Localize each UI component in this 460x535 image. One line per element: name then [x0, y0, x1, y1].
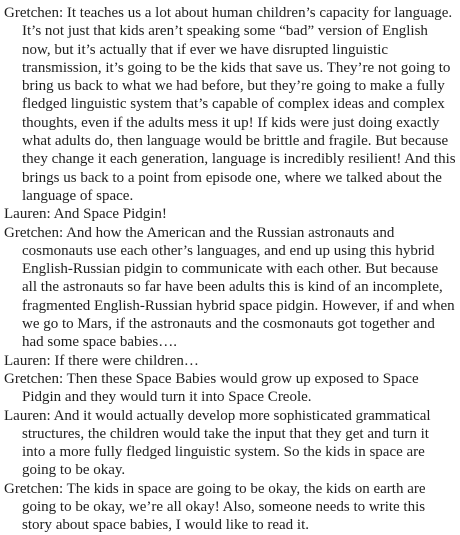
utterance-text: Then these Space Babies would grow up exposed to Space Pidgin and they would turn it into Space Creole.	[22, 370, 419, 406]
speaker-label: Gretchen:	[4, 5, 64, 21]
transcript-entry	[4, 4, 456, 205]
transcript-entry	[4, 352, 456, 370]
speaker-label: Gretchen:	[4, 370, 64, 387]
transcript-entry	[4, 224, 456, 352]
utterance-text: The kids in space are going to be okay, the kids on earth are going to be okay, we’re all okay! Also, someone needs to write this story about space babies, I would like to read it.	[22, 480, 426, 534]
utterance-text: If there were children…	[54, 352, 199, 369]
transcript-entry	[4, 370, 456, 407]
speaker-label: Lauren:	[4, 206, 51, 223]
speaker-label: Gretchen:	[4, 224, 64, 241]
transcript-entry	[4, 480, 456, 535]
transcript	[4, 4, 456, 535]
utterance-text: It teaches us a lot about human children’s capacity for language. It’s not just that kids aren’t speaking some “bad” version of English now, but it’s actually that if ever we have disrupted linguistic transmission, it’s going to be the kids that save us. They’re not going to bring us back to what we had before, but they’re going to make a fully fledged linguistic system that’s capable of complex ideas and complex thoughts, even if the adults mess it up! If kids were just doing exactly what adults do, then language would be brittle and fragile. But because they change it each generation, language is incredibly resilient! And this brings us back to a point from episode one, where we talked about the language of space.	[22, 5, 456, 204]
transcript-entry	[4, 407, 456, 480]
speaker-label: Lauren:	[4, 407, 51, 424]
speaker-label: Gretchen:	[4, 480, 64, 497]
speaker-label: Lauren:	[4, 352, 51, 369]
utterance-text: And how the American and the Russian astronauts and cosmonauts use each other’s languages, and end up using this hybrid English-Russian pidgin to communicate with each other. But because all the astronauts so far have been adults this is kind of an incomplete, fragmented English-Russian hybrid space pidgin. However, if and when we go to Mars, if the astronauts and the cosmonauts got together and had some space babies….	[22, 224, 455, 351]
transcript-entry	[4, 205, 456, 223]
utterance-text: And it would actually develop more sophisticated grammatical structures, the children would take the input that they get and turn it into a more fully fledged linguistic system. So the kids in space are going to be okay.	[22, 407, 431, 479]
utterance-text: And Space Pidgin!	[53, 206, 167, 223]
